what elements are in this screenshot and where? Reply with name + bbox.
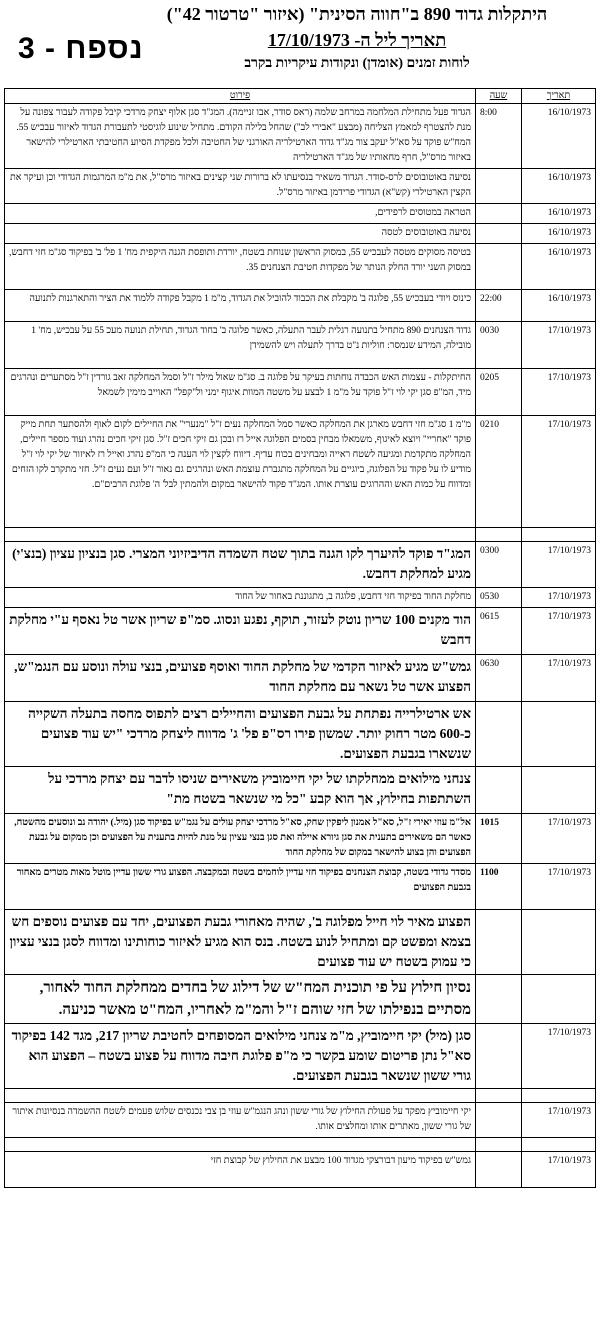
- row-time: 8:00: [476, 104, 522, 169]
- row-time: [476, 169, 522, 204]
- row-details: גמש"ש בפיקוד מיעון דבורצקי מגדוד 100 מבצע את החילוץ של קבוצת חזי: [5, 1152, 476, 1188]
- row-details: נסיון חילוץ על פי תוכנית המח"ש של דילוג של בחדים ממחלקת החוד לאחור, מסתיים בנפילתו של חזי שוהם ז"ל והמ"מ לאחריו, המח"ט מאשר כניעה.: [5, 975, 476, 1024]
- table-header-row: [5, 89, 596, 104]
- appendix-label: נספח - 3: [18, 32, 144, 65]
- row-date: 17/10/1973: [522, 588, 596, 608]
- row-details: כינוס ויודי בעבכיש 55, פלוגה ב' מקבלת את הכבוד להוביל את הגדוד, מ"מ 1 מקבל פקודה ללמוד את הציר והתארגנות לתנועה: [5, 290, 476, 322]
- timeline-table: [4, 88, 596, 1188]
- table-row: [5, 1152, 596, 1188]
- table-row: [5, 1138, 596, 1152]
- row-date: [522, 1089, 596, 1103]
- row-date: 16/10/1973: [522, 169, 596, 204]
- table-row: [5, 104, 596, 169]
- row-time: [476, 244, 522, 290]
- row-date: [522, 767, 596, 814]
- row-time: 0530: [476, 588, 522, 608]
- row-details: [5, 528, 476, 542]
- row-details: [5, 1089, 476, 1103]
- table-row: [5, 588, 596, 608]
- row-date: 16/10/1973: [522, 224, 596, 244]
- row-date: 16/10/1973: [522, 290, 596, 322]
- row-date: 16/10/1973: [522, 204, 596, 224]
- row-details: סגן (מיל) יקי חיימוביץ, מ"מ צנחני מילואים המסופחים לחטיבת שריון 217, מגד 142 בפיקוד סא"ל נתן פריטום שומע בקשר כי מ"פ פלוגת חיבה מדווח על פצוע בשטח – הפצוע הוא גורי ששון שנשאר בגבעת הפצועים.: [5, 1024, 476, 1089]
- table-row: [5, 910, 596, 975]
- row-time: [476, 702, 522, 767]
- row-time: 0210: [476, 416, 522, 528]
- row-time: [476, 1024, 522, 1089]
- row-time: [476, 1089, 522, 1103]
- row-details: גמש"ש מגיע לאיזור הקדמי של מחלקת החוד ואוסף פצועים, בנצי עולה ונוסע עם הנגמ"ש, הפצוע אשר טל נשאר עם מחלקת החוד: [5, 655, 476, 702]
- row-time: [476, 1103, 522, 1138]
- row-details: אל"מ עוזי יאירי ז"ל, סא"ל אמנון ליפקין שחק, סא"ל מרדכי יצחק עולים על נגמ"ש בפיקוד סגן (מיל.) יהודה נב ונוסעים מהשטח, כאשר הם משאירים בתענית את סגן גיורא איילה ואת סגן בנצי עציון על מנת להיות בתענית על הפצועים וכן ממקום על גבעת הפצועים והן בצוע להישאר במקום של מחלקת החוד: [5, 814, 476, 864]
- row-details: אש ארטילרייה נפתחת על גבעת הפצועים והחיילים רצים לתפוס מחסה בתעלה השקייה כ-600 מטר רחוק יותר. שמשון פירו רס"פ פל' ג' מדווח ליצחק מרדכי "יש עוד פצועים שנשארו בגבעת הפצועים.: [5, 702, 476, 767]
- row-date: [522, 975, 596, 1024]
- row-date: 17/10/1973: [522, 1152, 596, 1188]
- row-time: [476, 204, 522, 224]
- table-row: [5, 767, 596, 814]
- row-date: 17/10/1973: [522, 608, 596, 655]
- table-row: [5, 204, 596, 224]
- column-header-details: פירוט: [5, 89, 476, 104]
- row-time: 0615: [476, 608, 522, 655]
- row-time: [476, 1138, 522, 1152]
- row-details: מסדר גדודי בשטה, קבוצת הצנחנים בפיקוד חזי עדיין לוחמים בשטח ובמקבצה. הפצוע גורי ששון עדיין מוטל מאות מטרים מאחור בגבעת הפצועים: [5, 864, 476, 910]
- row-date: 17/10/1973: [522, 322, 596, 369]
- row-time: 1015: [476, 814, 522, 864]
- table-row: [5, 702, 596, 767]
- row-date: 16/10/1973: [522, 104, 596, 169]
- row-date: 17/10/1973: [522, 655, 596, 702]
- row-details: מחלקת החוד בפיקוד חזי דחבש, פלוגה ב, מתגוננת באחור של החוד: [5, 588, 476, 608]
- table-row: [5, 224, 596, 244]
- table-row: [5, 244, 596, 290]
- row-details: גדוד הצנחנים 890 מתחיל בתנועה רגלית לעבר התעלה, כאשר פלוגה ב' בחוד הגדוד, תחילת תנועה מעכ 55 על עבכיש, מח' 1 מובילה, המידע שנמסר: חוליות נ"ט בדרך לתעלה ויש להשמידן: [5, 322, 476, 369]
- table-row: [5, 322, 596, 369]
- row-details: יקי חיימוביץ מפקד על פעולת החילוץ של גורי ששון ונהג הנגמ"ש עוזי בן צבי נכנסים שלוש פעמים לשטח ההשמדה בנסיונות איתור של גורי ששון, מאתרים אותו ומחלצים אותו.: [5, 1103, 476, 1138]
- table-row: [5, 1103, 596, 1138]
- row-date: 17/10/1973: [522, 542, 596, 588]
- row-date: [522, 910, 596, 975]
- row-date: [522, 1138, 596, 1152]
- document-title: היתקלות גדוד 890 ב"חווה הסינית" (איזור "טרטור 42"): [166, 4, 548, 24]
- document-header: [8, 4, 592, 82]
- row-date: 17/10/1973: [522, 1024, 596, 1089]
- table-row: [5, 655, 596, 702]
- row-time: 1100: [476, 864, 522, 910]
- row-time: 22:00: [476, 290, 522, 322]
- row-date: [522, 702, 596, 767]
- row-details: הטראה במטוסים לרפידים,: [5, 204, 476, 224]
- row-details: החיתקלות - עצמות האש הכבדה נוחתות בעיקר על פלוגה ב. סג"מ שאול מילר ז"ל וסמל המחלקה זאב גורדין ז"ל מסתערים ונהרגים מיד, המ"פ סגן יקי לוי ז"ל פוקד על מ"מ 1 לבצע על משטה המוות איגוף ימני ול"קפל" האוייב מימין לשמאל: [5, 369, 476, 416]
- table-row: [5, 169, 596, 204]
- table-row: [5, 1089, 596, 1103]
- row-details: הגדוד פעל מתחילת המלחמה במרחב שלמה (ראס סודר, אבו זניימה). המג"ד סגן אלוף יצחק מרדכי קיבל פקודה לעבור צפונה על מנת להצטרף למאמץ הצליחה (מבצע "אבירי לב") שהחל בלילה הקודם. מתחיל שינוע לוגיסטי לתעבורת הגדוד לאיזור עבכיש 55. המח"ש פוקד על סא"ל יעקב צור מג"ד גדוד הארטילריה האורגני של החטיבה ולכל מפקדת הסיוע החטיבתי הארטילרי להישאר באיזור מרס"ל, חרף מחאותיו של מג"ד הארטילריה: [5, 104, 476, 169]
- column-header-date: תאריך: [522, 89, 596, 104]
- row-details: המג"ד פוקד להיערך לקו הגנה בתוך שטח השמדה הדיביזיוני המצרי. סגן בנציון עציון (בנצ'י) מגיע למחלקת דחבש.: [5, 542, 476, 588]
- table-row: [5, 975, 596, 1024]
- row-time: 0300: [476, 542, 522, 588]
- table-row: [5, 416, 596, 528]
- row-details: צנחני מילואים ממחלקתו של יקי חיימוביץ משאירים שניסו לדבר עם יצחק מרדכי על השתתפות בחילוץ, אך הוא קבע "כל מי שנשאר בשטח מת": [5, 767, 476, 814]
- row-details: [5, 1138, 476, 1152]
- row-date: [522, 528, 596, 542]
- row-date: 17/10/1973: [522, 864, 596, 910]
- table-row: [5, 608, 596, 655]
- row-time: [476, 975, 522, 1024]
- table-row: [5, 528, 596, 542]
- table-row: [5, 814, 596, 864]
- row-details: נסיעה באוטובוסים לטסה: [5, 224, 476, 244]
- document-subtitle: לוחות זמנים (אומדן) ונקודות עיקריות בקרב: [244, 56, 470, 71]
- row-time: 0205: [476, 369, 522, 416]
- row-time: 0630: [476, 655, 522, 702]
- row-time: [476, 528, 522, 542]
- row-details: נסיעה באוטובוסים לרס-סודר. הגדוד משאיר בנסיעתו לא ברורות שני קצינים באיזור מרס"ל, את מ"מ המרגמות הגדודי וכן ועיקר את הקצין הארטילרי (קש"א) הגדודי פרידמן באיזור מרס"ל.: [5, 169, 476, 204]
- column-header-time: שעה: [476, 89, 522, 104]
- row-date: 17/10/1973: [522, 1103, 596, 1138]
- document-date-title: תאריך ליל ה- 17/10/1973: [267, 30, 447, 50]
- table-row: [5, 1024, 596, 1089]
- row-details: מ"מ 1 סג"מ חזי דחבש מארגן את המחלקה כאשר סמל המחלקה נעים ז"ל "מנערי" את החיילים לקום לאוף ולהסתער תחת מייק פוקד "אחריי" ויוצא לאיגוף, משמאלו מבחין בסמים הפלוגה אייל רז ובכן גם זיקי חכים ז"ל. סגן זיקי חכים נהרג ועוד מספר חיילים, המחלקה מתקדמת ומגיעה לשטח ראייה ומבחינים בכוח עדיף. דיווח לקצין לוי הענה כי המ"פ נהרג ואייל רז לאיזור של יקי לוי ז"ל מודיע לו על פקוד על הפלוגה, ביוגיים על המחלקה מתגברת עוצמת האש ונהרגים גם נאור ז"ל ועם נעים ז"ל. חזי מתקרב לקו הזחים ומדווח על כמות האש וההרוגים עוצרת אותו. המג"ד פקוד להישאר במקום ולהמתין לבל' ה' פלוגת הרבים"ם.: [5, 416, 476, 528]
- row-date: 17/10/1973: [522, 814, 596, 864]
- row-time: [476, 1152, 522, 1188]
- row-details: הפצוע מאיר לוי חייל מפלוגה ב', שהיה מאחורי גבעת הפצועים, יחד עם פצועים נוספים חש בצמא ומפשט קם ומתחיל לנוע בשטח. בנס הוא מגיע לאיזור כוחותינו ומדווח לסגן בנצי עציון כי עמוק בשטח יש עוד פצועים: [5, 910, 476, 975]
- row-details: בטיסה מסוקים מטסה לעבכיש 55, במסוק הראשון שנוחת בשטח, יורדת ותופסת הגנה היקפית מח' 1 פל' ב' בפיקוד סג"מ חזי דחבש, במסוק השני יורד החלק הנותר של מפקדות חטיבת הצנחנים 35.: [5, 244, 476, 290]
- row-details: הוד מקנים 100 שריון נוטק לעזור, תוקף, נפגע ונסוג. סמ"פ שריון אשר טל נאסף ע"י מחלקת דחבש: [5, 608, 476, 655]
- row-time: 0030: [476, 322, 522, 369]
- table-row: [5, 864, 596, 910]
- table-row: [5, 290, 596, 322]
- row-date: 17/10/1973: [522, 416, 596, 528]
- row-time: [476, 910, 522, 975]
- row-time: [476, 767, 522, 814]
- table-row: [5, 369, 596, 416]
- row-time: [476, 224, 522, 244]
- table-row: [5, 542, 596, 588]
- row-date: 16/10/1973: [522, 244, 596, 290]
- row-date: 17/10/1973: [522, 369, 596, 416]
